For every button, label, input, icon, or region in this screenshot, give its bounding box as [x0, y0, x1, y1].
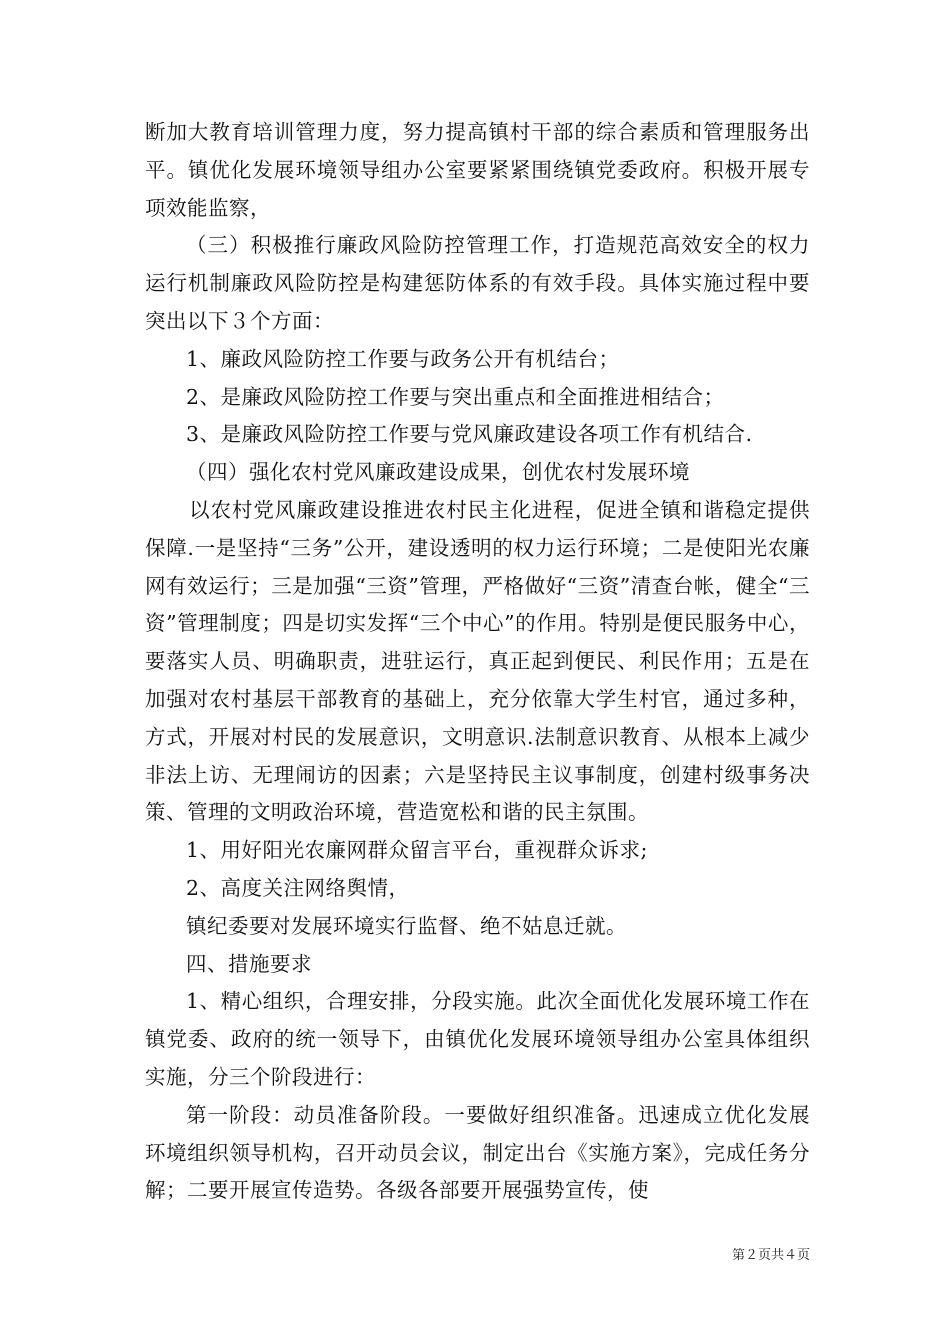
paragraph-4: 2、是廉政风险防控工作要与突出重点和全面推进相结合； — [186, 384, 725, 409]
paragraph-10: 镇纪委要对发展环境实行监督、绝不姑息迁就。 — [186, 913, 627, 938]
section-heading: 四、措施要求 — [186, 951, 312, 976]
paragraph-8: 1、用好阳光农廉网群众留言平台，重视群众诉求; — [186, 838, 648, 863]
paragraph-6: （四）强化农村党风廉政建设成果，创优农村发展环境 — [186, 460, 690, 485]
paragraph-9: 2、高度关注网络舆情， — [186, 875, 410, 900]
paragraph-3: 1、廉政风险防控工作要与政务公开有机结台； — [186, 346, 620, 371]
page-number: 第２页共４页 — [731, 1248, 810, 1263]
paragraph-5: 3、是廉政风险防控工作要与党风廉政建设各项工作有机结合. — [186, 422, 753, 447]
document-body — [145, 114, 810, 1210]
paragraph-2: （三）积极推行廉政风险防控管理工作，打造规范高效安全的权力运行机制廉政风险防控是构建惩防体系的有效手段。具体实施过程中要突出以下３个方面： — [145, 233, 810, 333]
paragraph-7: 以农村党风廉政建设推进农村民主化进程，促进全镇和谐稳定提供保障.一是坚持“三务”公开，建设透明的权力运行环境；二是使阳光农廉网有效运行；三是加强“三资”管理，严格做好“三资”清查台帐，健全“三资”管理制度；四是切实发挥“三个中心”的作用。特别是便民服务中心，要落实人员、明确职责，进驻运行，真正起到便民、利民作用；五是在加强对农村基层干部教育的基础上，充分依靠大学生村官，通过多种，方式，开展对村民的发展意识，文明意识.法制意识教育、从根本上减少非法上访、无理闹访的因素；六是坚持民主议事制度，创建村级事务决策、管理的文明政治环境，营造宽松和谐的民主氛围。 — [145, 497, 810, 825]
paragraph-1: 断加大教育培训管理力度，努力提高镇村干部的综合素质和管理服务出平。镇优化发展环境领导组办公室要紧紧围绕镇党委政府。积极开展专项效能监察， — [145, 120, 810, 220]
paragraph-13: 第一阶段：动员准备阶段。一要做好组织准备。迅速成立优化发展环境组织领导机构，召开动员会议，制定出台《实施方案》，完成任务分解；二要开展宣传造势。各级各部要开展强势宣传，使 — [145, 1102, 810, 1203]
paragraph-12: 1、精心组织，合理安排，分段实施。此次全面优化发展环境工作在镇党委、政府的统一领导下，由镇优化发展环境领导组办公室具体组织实施，分三个阶段进行： — [145, 989, 810, 1089]
